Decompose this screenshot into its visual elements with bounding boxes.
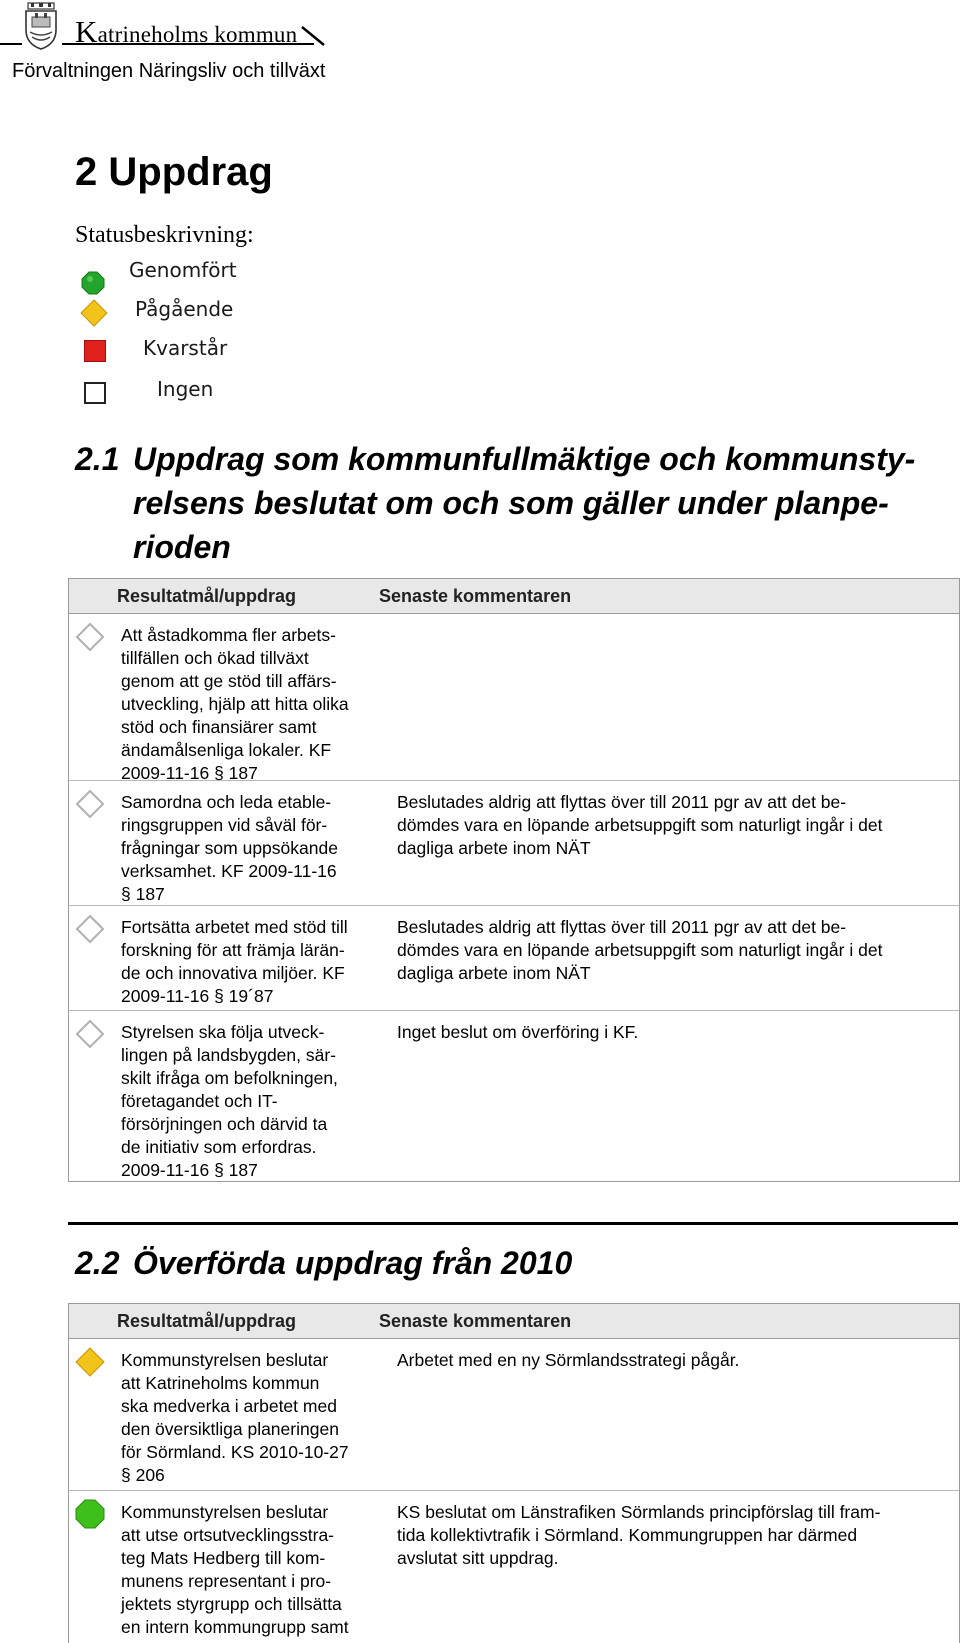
red-square-icon xyxy=(84,340,106,362)
section-number: 2.1 xyxy=(75,441,120,477)
task-line: den översiktliga planeringen xyxy=(121,1419,339,1439)
task-line: ändamålsenliga lokaler. KF xyxy=(121,740,332,760)
section-title: Överförda uppdrag från 2010 xyxy=(133,1245,573,1281)
task-line: försörjningen och därvid ta xyxy=(121,1114,328,1134)
municipality-initial: K xyxy=(75,14,98,49)
task-line: tillfällen och ökad tillväxt xyxy=(121,648,309,668)
comment-text xyxy=(397,1349,952,1372)
section-2-2-heading xyxy=(75,1241,960,1285)
task-line: de och innovativa miljöer. KF xyxy=(121,963,345,983)
task-line: för Sörmland. KS 2010-10-27 xyxy=(121,1442,349,1462)
table-row xyxy=(69,614,959,781)
task-line: utveckling, hjälp att hitta olika xyxy=(121,694,349,714)
column-header-task: Resultatmål/uppdrag xyxy=(117,1311,297,1331)
task-line: Samordna och leda etable- xyxy=(121,792,332,812)
title-line: relsens beslutat om och som gäller under planpe- xyxy=(133,485,889,521)
comment-line: dagliga arbete inom NÄT xyxy=(397,838,591,858)
status-none-icon xyxy=(75,789,105,819)
status-ongoing-diamond-icon xyxy=(75,1347,105,1377)
table-row xyxy=(69,1491,959,1643)
legend-label-none: Ingen xyxy=(157,377,214,401)
yellow-diamond-icon xyxy=(80,299,108,327)
task-line: § 206 xyxy=(121,1465,165,1485)
task-line: företagandet och IT- xyxy=(121,1091,278,1111)
task-line: Kommunstyrelsen beslutar xyxy=(121,1350,329,1370)
task-line: 2009-11-16 § 19´87 xyxy=(121,986,274,1006)
status-description-label: Statusbeskrivning: xyxy=(75,222,254,248)
comment-line: dömdes vara en löpande arbetsuppgift som naturligt ingår i det xyxy=(397,815,883,835)
task-text xyxy=(121,1349,381,1487)
task-line: att Katrineholms kommun xyxy=(121,1373,320,1393)
section-number: 2 xyxy=(75,150,98,194)
table-row xyxy=(69,1011,959,1181)
task-line: Kommunstyrelsen beslutar xyxy=(121,1502,329,1522)
task-line: genom att ge stöd till affärs- xyxy=(121,671,337,691)
table-header xyxy=(69,1304,959,1339)
section-title xyxy=(133,437,960,569)
title-line: Uppdrag som kommunfullmäktige och kommunsty- xyxy=(133,441,916,477)
legend-label-ongoing: Pågående xyxy=(135,297,234,321)
municipality-name xyxy=(75,14,297,50)
task-line: forskning för att främja lärän- xyxy=(121,940,345,960)
task-line: att utse ortsutvecklingsstra- xyxy=(121,1525,334,1545)
section-2-1-heading xyxy=(75,437,960,569)
task-line: Styrelsen ska följa utveck- xyxy=(121,1022,325,1042)
task-line: 2009-11-16 § 187 xyxy=(121,763,258,783)
task-text xyxy=(121,916,381,1008)
task-text xyxy=(121,1021,381,1182)
comment-line: avslutat sitt uppdrag. xyxy=(397,1548,559,1568)
task-line: teg Mats Hedberg till kom- xyxy=(121,1548,326,1568)
task-line: frågningar som uppsökande xyxy=(121,838,338,858)
task-line: § 187 xyxy=(121,884,165,904)
task-text xyxy=(121,1501,381,1639)
comment-line: tida kollektivtrafik i Sörmland. Kommungruppen har därmed xyxy=(397,1525,858,1545)
task-text xyxy=(121,624,381,785)
section-2-heading xyxy=(75,150,273,195)
task-line: 2009-11-16 § 187 xyxy=(121,1160,258,1180)
table-row xyxy=(69,1339,959,1491)
table-header xyxy=(69,579,959,614)
section-number: 2.2 xyxy=(75,1245,120,1281)
status-none-icon xyxy=(75,1019,105,1049)
green-circle-icon xyxy=(81,271,105,295)
task-line: munens representant i pro- xyxy=(121,1571,332,1591)
comment-line: dömdes vara en löpande arbetsuppgift som naturligt ingår i det xyxy=(397,940,883,960)
table-bottom-rule xyxy=(68,1222,958,1225)
task-line: ringsgruppen vid såväl för- xyxy=(121,815,328,835)
column-header-comment: Senaste kommentaren xyxy=(379,1311,572,1331)
table-row xyxy=(69,906,959,1011)
task-line: ska medverka i arbetet med xyxy=(121,1396,337,1416)
task-line: verksamhet. KF 2009-11-16 xyxy=(121,861,337,881)
task-line: Att åstadkomma fler arbets- xyxy=(121,625,336,645)
comment-text xyxy=(397,791,952,860)
task-line: Fortsätta arbetet med stöd till xyxy=(121,917,348,937)
legend-label-remaining: Kvarstår xyxy=(143,336,228,360)
transferred-assignments-table xyxy=(68,1303,960,1643)
status-none-icon xyxy=(75,914,105,944)
page-header xyxy=(0,0,960,95)
task-line: stöd och finansiärer samt xyxy=(121,717,317,737)
task-line: de initiativ som erfordras. xyxy=(121,1137,317,1157)
column-header-task: Resultatmål/uppdrag xyxy=(117,586,297,606)
task-line: jektets styrgrupp och tillsätta xyxy=(121,1594,342,1614)
header-rule-left xyxy=(0,43,22,45)
comment-text xyxy=(397,1501,952,1570)
section-title: Uppdrag xyxy=(108,150,273,194)
comment-line: dagliga arbete inom NÄT xyxy=(397,963,591,983)
comment-text xyxy=(397,1021,952,1044)
comment-line: Beslutades aldrig att flyttas över till 2011 pgr av att det be- xyxy=(397,917,847,937)
empty-square-icon xyxy=(84,382,106,404)
department-name: Förvaltningen Näringsliv och tillväxt xyxy=(12,60,326,82)
municipal-crest-icon xyxy=(22,2,60,50)
title-line: rioden xyxy=(133,529,231,565)
comment-text xyxy=(397,916,952,985)
comment-line: Inget beslut om överföring i KF. xyxy=(397,1022,639,1042)
header-diagonal-stroke xyxy=(300,25,330,47)
task-line: lingen på landsbygden, sär- xyxy=(121,1045,337,1065)
assignments-table xyxy=(68,578,960,1182)
status-done-circle-icon xyxy=(75,1499,105,1529)
task-line: skilt ifråga om befolkningen, xyxy=(121,1068,338,1088)
task-line: en intern kommungrupp samt xyxy=(121,1617,349,1637)
comment-line: KS beslutat om Länstrafiken Sörmlands principförslag till fram- xyxy=(397,1502,881,1522)
municipality-rest: atrineholms kommun xyxy=(97,22,298,47)
legend-label-done: Genomfört xyxy=(129,258,237,282)
task-text xyxy=(121,791,381,906)
comment-line: Arbetet med en ny Sörmlandsstrategi pågår. xyxy=(397,1350,740,1370)
column-header-comment: Senaste kommentaren xyxy=(379,586,572,606)
comment-line: Beslutades aldrig att flyttas över till 2011 pgr av att det be- xyxy=(397,792,847,812)
status-none-icon xyxy=(75,622,105,652)
table-row xyxy=(69,781,959,906)
